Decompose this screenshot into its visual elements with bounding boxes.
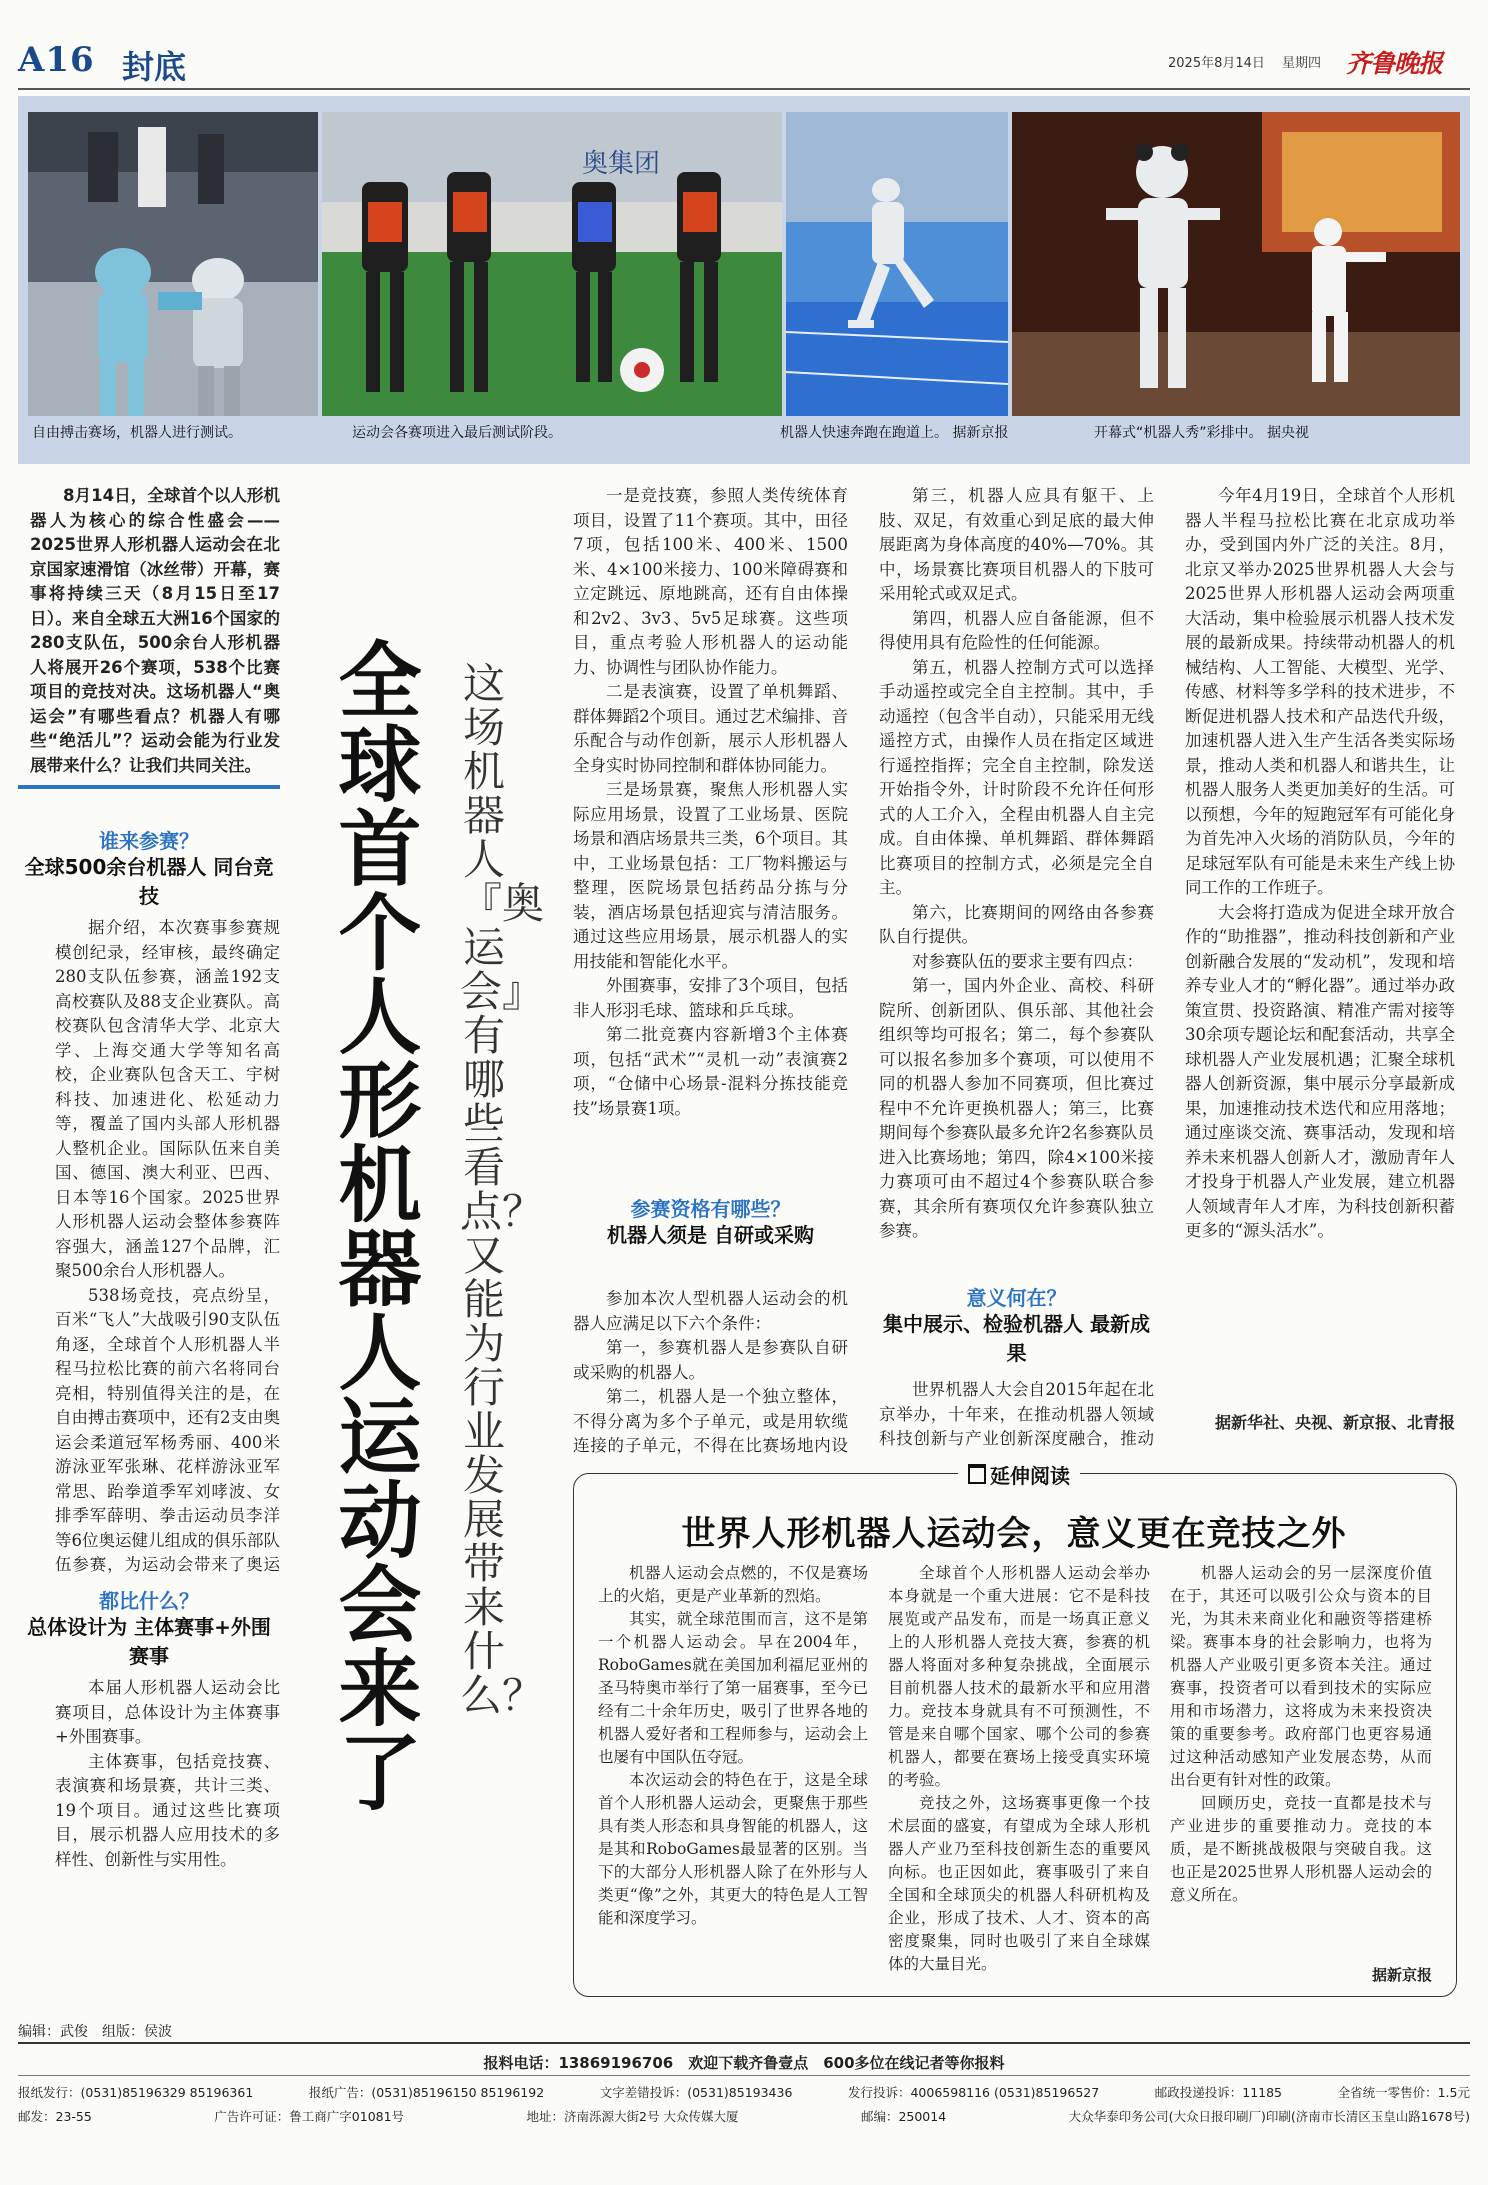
section4-body-start: 世界机器人大会自2015年起在北京举办，十年来，在推动机器人领域科技创新与产业创新深度融合，推动 [879, 1380, 1154, 1448]
svg-text:奥集团: 奥集团 [582, 149, 661, 179]
section2-question: 都比什么？ [99, 1589, 199, 1613]
section3-question: 参赛资格有哪些？ [630, 1197, 791, 1221]
footer-rule-thin [18, 2075, 1470, 2076]
section3-body-start: 参加本次人型机器人运动会的机器人应满足以下六个条件： 第一，参赛机器人是参赛队自研或采购的机器人。 第二，机器人是一个独立整体，不得分离为多个子单元，或是用软缆连接的子单元，不得在比赛场地内设 [573, 1289, 848, 1455]
footer-item: 邮政投递投诉：11185 [1154, 2085, 1283, 2100]
page-number: A16 [18, 40, 95, 80]
photo-robot-running [786, 112, 1008, 416]
section4-body: 今年4月19日，全球首个人形机器人半程马拉松比赛在北京成功举办，受到国内外广泛的关注。8月，北京又举办2025世界机器人大会与2025世界人形机器人运动会两项重大活动，集中检验展示机器人技术发展的最新成果。持续带动机器人的机械结构、人工智能、大模型、光学、传感、材料等多学科的技术进步，不断促进机器人技术和产品迭代升级，加速机器人进入生产生活各类实际场景，推动人类和机器人和谐共生，让机器人服务人类更加美好的生活。可以预想，今年的短跑冠军有可能化身为首先冲入火场的消防队员，今年的足球冠军队有可能是未来生产线上协同工作的工作班子。 大会将打造成为促进全球开放合作的“助推器”，推动科技创新和产业创新融合发展的“发动机”，发现和培养专业人才的“孵化器”。通过举办政策宣贯、投资路演、精准产需对接等30余项专题论坛和配套活动，共享全球机器人产业发展机遇；汇聚全球机器人创新资源，集中展示分享最新成果，加速推动技术迭代和应用落地；通过座谈交流、赛事活动，发现和培养未来机器人创新人才，激励青年人才投身于机器人产业发展，建立机器人领域青年人才库，为科技创新积蓄更多的“源头活水”。 [1185, 486, 1455, 1240]
footer-contacts-line1 [18, 2083, 1470, 2101]
newspaper-logo: 齐鲁晚报 [1346, 49, 1443, 78]
issue-weekday: 星期四 [1282, 56, 1322, 71]
footer-item: 文字差错投诉：(0531)85193436 [599, 2085, 793, 2100]
tag-marker-icon [968, 1464, 986, 1484]
issue-date: 2025年8月14日 [1168, 56, 1265, 71]
photo-caption-3: 机器人快速奔跑在跑道上。 据新京报 [780, 425, 1009, 441]
hotline-bar: 报料电话：13869196706 欢迎下载齐鲁壹点 600多位在线记者等你报料 [483, 2054, 1005, 2072]
footer-item: 报纸发行：(0531)85196329 85196361 [18, 2085, 254, 2100]
footer-item: 大众华泰印务公司(大众日报印刷厂)印刷(济南市长清区玉皇山路1678号) [1068, 2109, 1470, 2124]
extended-body-col2: 全球首个人形机器人运动会举办本身就是一个重大进展：它不是科技展览或产品发布，而是一场真正意义上的人形机器人竞技大赛，参赛的机器人将面对多种复杂挑战，全面展示目前机器人技术的最新水平和应用潜力。竞技本身就具有不可预测性，不管是来自哪个国家、哪个公司的参赛机器人，都要在赛场上接受真实环境的考验。 竞技之外，这场赛事更像一个技术层面的盛宴，有望成为全球人形机器人产业乃至科技创新生态的重要风向标。也正因如此，赛事吸引了来自全国和全球顶尖的机器人科研机构及企业，形成了技术、人才、资本的高密度聚集，同时也吸引了来自全球媒体的大量目光。 [888, 1564, 1150, 1973]
footer-item: 报纸广告：(0531)85196150 85196192 [308, 2085, 545, 2100]
extended-reading-title: 世界人形机器人运动会，意义更在竞技之外 [681, 1514, 1347, 1554]
section4-title: 集中展示、检验机器人 最新成果 [883, 1312, 1150, 1365]
editor-credits: 编辑：武俊 组版：侯波 [18, 2024, 172, 2040]
section2-title: 总体设计为 主体赛事+外围赛事 [27, 1615, 271, 1668]
lead-divider [18, 785, 280, 789]
section2-body-start: 本届人形机器人运动会比赛项目，总体设计为主体赛事+外围赛事。 主体赛事，包括竞技赛、表演赛和场景赛，共计三类、19个项目。通过这些比赛项目，展示机器人应用技术的多样性、创新性与实用性。 [55, 1678, 280, 1869]
section1-question: 谁来参赛？ [99, 829, 199, 853]
section-name: 封底 [122, 48, 187, 86]
photo-caption-1: 自由搏击赛场，机器人进行测试。 [32, 425, 242, 441]
section1-body: 据介绍，本次赛事参赛规模创纪录，经审核，最终确定280支队伍参赛，涵盖192支高校赛队及88支企业赛队。高校赛队包含清华大学、北京大学、上海交通大学等知名高校，企业赛队包含天工、宇树科技、加速进化、松延动力等，覆盖了国内头部人形机器人整机企业。国际队伍来自美国、德国、澳大利亚、巴西、日本等16个国家。2025世界人形机器人运动会整体参赛阵容强大，涵盖127个品牌，汇聚500余台人形机器人。 538场竞技，亮点纷呈，百米“飞人”大战吸引90支队伍角逐，全球首个人形机器人半程马拉松比赛的前六名将同台亮相，特别值得关注的是，在自由搏击赛项中，还有2支由奥运会柔道冠军杨秀丽、400米游泳亚军张琳、花样游泳亚军常思、跆拳道季军刘哮波、女排季军薛明、拳击运动员李洋等6位奥运健儿组成的俱乐部队伍参赛，为运动会带来了奥运 [55, 918, 280, 1574]
extended-body-col1: 机器人运动会点燃的，不仅是赛场上的火焰，更是产业革新的烈焰。 其实，就全球范围而言，这不是第一个机器人运动会。早在2004年，RoboGames就在美国加利福尼亚州的圣马特奥市举行了第一届赛事，至今已经有二十余年历史，吸引了世界各地的机器人爱好者和工程师参与，运动会上也屡有中国队伍夺冠。 本次运动会的特色在于，这是全球首个人形机器人运动会，更聚焦于那些具有类人形态和具身智能的机器人，这是其和RoboGames最显著的区别。当下的大部分人形机器人除了在外形与人类更“像”之外，其更大的特色是人工智能和深度学习。 [598, 1564, 868, 1927]
photo-robot-soccer [322, 112, 782, 416]
footer-item: 广告许可证：鲁工商广字01081号 [214, 2109, 405, 2124]
section4-question: 意义何在？ [966, 1286, 1067, 1310]
section4-source: 据新华社、央视、新京报、北青报 [1214, 1413, 1455, 1432]
footer-rule [18, 2042, 1470, 2044]
header-rule [18, 88, 1470, 90]
headline-subtitle: 这场机器人『奥运会』有哪些看点？又能为行业发展带来什么？ [460, 659, 545, 1720]
main-headline: 全球首个人形机器人运动会来了 [338, 633, 422, 1822]
photo-opening-rehearsal [1012, 112, 1460, 416]
extended-reading-tag: 延伸阅读 [958, 1460, 1080, 1489]
footer-contacts-line2 [18, 2107, 1470, 2125]
photo-caption-4: 开幕式“机器人秀”彩排中。 据央视 [1094, 425, 1309, 441]
photo-boxing-robots [28, 112, 318, 416]
photo-caption-2: 运动会各赛项进入最后测试阶段。 [352, 425, 562, 441]
section3-body: 第三，机器人应具有躯干、上肢、双足，有效重心到足底的最大伸展距离为身体高度的40%—70%。其中，场景赛比赛项目机器人的下肢可采用轮式或双足式。 第四，机器人应自备能源，但不得使用具有危险性的任何能源。 第五，机器人控制方式可以选择手动遥控或完全自主控制。其中，手动遥控（包含半自动），只能采用无线遥控方式，由操作人员在指定区域进行遥控指挥；完全自主控制，除发送开始指令外，计时阶段不允许任何形式的人工介入，全程由机器人自主完成。自由体操、单机舞蹈、群体舞蹈比赛项目的控制方式，必须是完全自主。 第六，比赛期间的网络由各参赛队自行提供。 对参赛队伍的要求主要有四点： 第一，国内外企业、高校、科研院所、创新团队、俱乐部、其他社会组织等均可报名；第二，每个参赛队可以报名参加多个赛项，可以使用不同的机器人参加不同赛项，但比赛过程中不允许更换机器人；第三，比赛期间每个参赛队最多允许2名参赛队员进入比赛场地；第四，除4×100米接力赛项可由不超过4个参赛队联合参赛，其余所有赛项仅允许参赛队独立参赛。 [879, 486, 1154, 1240]
photo-strip [18, 96, 1470, 464]
extended-body-col3: 机器人运动会的另一层深度价值在于，其还可以吸引公众与资本的目光，为其未来商业化和融资等搭建桥梁。赛事本身的社会影响力，也将为机器人产业吸引更多资本关注。通过赛事，投资者可以看到技术的实际应用和市场潜力，这将成为未来投资决策的重要参考。政府部门也更容易通过这种活动感知产业发展态势，从而出台更有针对性的政策。 回顾历史，竞技一直都是技术与产业进步的重要推动力。竞技的本质，是不断挑战极限与突破自我。这也正是2025世界人形机器人运动会的意义所在。 [1170, 1564, 1432, 1904]
footer-item: 发行投诉：4006598116 (0531)85196527 [847, 2085, 1100, 2100]
footer-item: 邮发：23-55 [18, 2109, 92, 2124]
section3-title: 机器人须是 自研或采购 [607, 1223, 814, 1247]
footer-item: 全省统一零售价：1.5元 [1337, 2085, 1470, 2100]
section1-title: 全球500余台机器人 同台竞技 [24, 855, 274, 908]
extended-source: 据新京报 [1371, 1966, 1432, 1984]
lead-paragraph: 8月14日，全球首个以人形机器人为核心的综合性盛会——2025世界人形机器人运动会在北京国家速滑馆（冰丝带）开幕，赛事将持续三天（8月15日至17日）。来自全球五大洲16个国家的280支队伍，500余台人形机器人将展开26个赛项，538个比赛项目的竞技对决。这场机器人“奥运会”有哪些看点？机器人有哪些“绝活儿”？运动会能为行业发展带来什么？让我们共同关注。 [30, 486, 280, 775]
section2-body: 一是竞技赛，参照人类传统体育项目，设置了11个赛项。其中，田径7项，包括100米、400米、1500米、4×100米接力、100米障碍赛和立定跳远、原地跳高，还有自由体操和2v2、3v3、5v5足球赛。这些项目，重点考验人形机器人的运动能力、协调性与团队协作能力。 二是表演赛，设置了单机舞蹈、群体舞蹈2个项目。通过艺术编排、音乐配合与动作创新，展示人形机器人全身实时协同控制和群体协同能力。 三是场景赛，聚焦人形机器人实际应用场景，设置了工业场景、医院场景和酒店场景共三类，6个项目。其中，工业场景包括：工厂物料搬运与整理，医院场景包括药品分拣与分装，酒店场景包括迎宾与清洁服务。通过这些应用场景，展示机器人的实用技能和智能化水平。 外围赛事，安排了3个项目，包括非人形羽毛球、篮球和乒乓球。 第二批竞赛内容新增3个主体赛项，包括“武术”“灵机一动”表演赛2项，“仓储中心场景-混料分拣技能竞技”场景赛1项。 [573, 486, 848, 1118]
footer-item: 邮编：250014 [860, 2109, 947, 2124]
footer-item: 地址：济南泺源大街2号 大众传媒大厦 [526, 2109, 739, 2124]
